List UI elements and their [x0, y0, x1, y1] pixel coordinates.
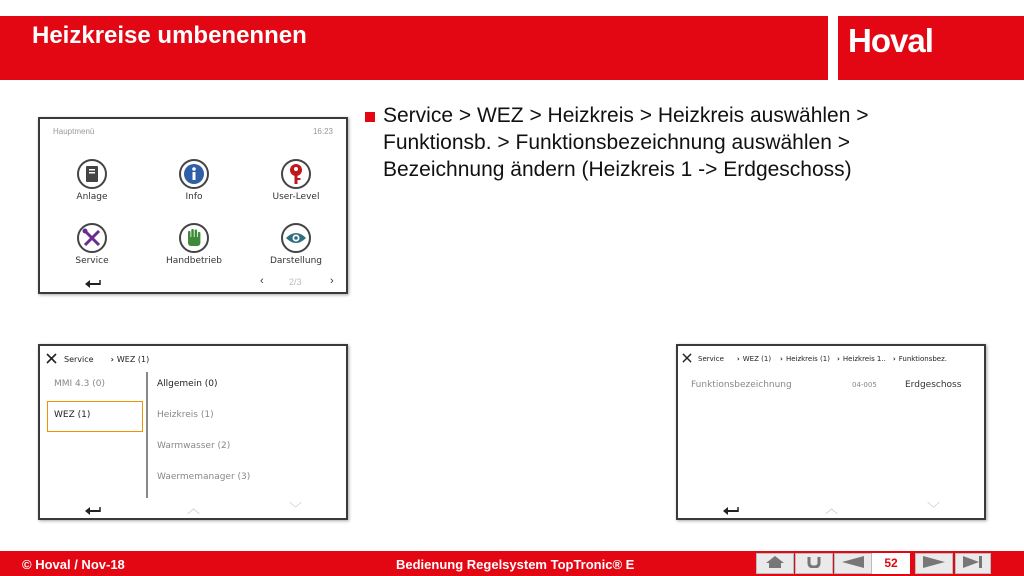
page-indicator: 2/3 — [289, 277, 302, 287]
tools-icon — [46, 353, 57, 366]
screen-time: 16:23 — [312, 127, 333, 136]
previous-slide-button[interactable] — [834, 553, 872, 574]
back-arrow-icon[interactable] — [85, 503, 101, 520]
tile-label: Service — [75, 256, 109, 266]
tile-label: Info — [185, 192, 203, 202]
breadcrumb-item[interactable]: Service — [698, 355, 724, 363]
eye-icon — [281, 223, 311, 253]
info-icon — [179, 159, 209, 189]
breadcrumb — [682, 353, 947, 365]
right-list-item[interactable]: Heizkreis (1) — [157, 410, 214, 420]
scroll-down-button[interactable]: ﹀ — [927, 501, 941, 516]
tools-icon — [77, 223, 107, 253]
left-list-item-selected[interactable]: WEZ (1) — [54, 410, 91, 420]
screen-title: Hauptmenü — [53, 127, 95, 136]
slide-title: Heizkreise umbenennen — [32, 22, 307, 49]
breadcrumb-item[interactable]: WEZ (1) — [116, 355, 150, 364]
service-wez-screen — [38, 344, 348, 520]
chevron-right-icon: › — [780, 355, 783, 363]
bullet-line: Bezeichnung ändern (Heizkreis 1 -> Erdgeschoss) — [383, 158, 852, 181]
tile-label: Darstellung — [269, 256, 323, 266]
breadcrumb — [46, 353, 149, 366]
tile-user-level[interactable] — [251, 159, 341, 202]
back-arrow-icon[interactable] — [723, 503, 739, 520]
bullet-line: Service > WEZ > Heizkreis > Heizkreis auswählen > — [383, 104, 869, 127]
setting-value[interactable]: Erdgeschoss — [905, 380, 962, 390]
right-list-item[interactable]: Allgemein (0) — [157, 379, 218, 389]
scroll-down-button[interactable]: ﹀ — [289, 501, 303, 516]
right-list-item[interactable]: Warmwasser (2) — [157, 441, 231, 451]
tile-anlage[interactable] — [47, 159, 137, 202]
footer-title: Bedienung Regelsystem TopTronic® E — [396, 557, 635, 572]
arrow-last-icon — [963, 555, 983, 573]
breadcrumb-item[interactable]: Funktionsbez. — [898, 355, 948, 363]
breadcrumb-item[interactable]: Heizkreis (1) — [785, 355, 830, 363]
column-divider — [146, 372, 148, 498]
left-list-item[interactable]: MMI 4.3 (0) — [54, 379, 105, 389]
page-prev-button[interactable]: ‹ — [260, 275, 264, 287]
key-icon — [281, 159, 311, 189]
breadcrumb-item[interactable]: Heizkreis 1.. — [842, 355, 886, 363]
tile-handbetrieb[interactable] — [149, 223, 239, 266]
footer-copyright: © Hoval / Nov-18 — [22, 557, 125, 572]
last-slide-button[interactable] — [955, 553, 991, 574]
right-list-item[interactable]: Waermemanager (3) — [157, 472, 251, 482]
bullet-square-icon — [365, 112, 375, 122]
return-button[interactable] — [795, 553, 833, 574]
home-icon — [766, 555, 784, 573]
hand-icon — [179, 223, 209, 253]
breadcrumb-item[interactable]: WEZ (1) — [742, 355, 772, 363]
page-number: 52 — [872, 553, 910, 574]
home-button[interactable] — [756, 553, 794, 574]
setting-label[interactable]: Funktionsbezeichnung — [691, 380, 792, 390]
chevron-right-icon: › — [110, 355, 114, 364]
return-icon — [807, 555, 821, 573]
book-icon — [77, 159, 107, 189]
bullet-line: Funktionsb. > Funktionsbezeichnung auswählen > — [383, 131, 850, 154]
next-slide-button[interactable] — [915, 553, 953, 574]
back-arrow-icon[interactable] — [85, 276, 101, 294]
hoval-logo: Hoval — [848, 22, 933, 59]
bullet-text — [383, 102, 983, 183]
chevron-right-icon: › — [836, 355, 840, 363]
scroll-up-button[interactable]: ︿ — [187, 501, 201, 516]
function-name-screen — [676, 344, 986, 520]
chevron-right-icon: › — [892, 355, 896, 363]
tile-label: User-Level — [272, 192, 320, 202]
tile-service[interactable] — [47, 223, 137, 266]
setting-code: 04-005 — [852, 381, 877, 389]
arrow-right-icon — [923, 555, 945, 573]
tile-label: Handbetrieb — [166, 256, 222, 266]
tools-icon — [682, 353, 692, 365]
tile-label: Anlage — [76, 192, 108, 202]
arrow-left-icon — [842, 555, 864, 573]
main-menu-screen — [38, 117, 348, 294]
breadcrumb-item[interactable]: Service — [64, 355, 94, 364]
page-next-button[interactable]: › — [330, 275, 334, 287]
tile-info[interactable] — [149, 159, 239, 202]
scroll-up-button[interactable]: ︿ — [825, 501, 839, 516]
tile-darstellung[interactable] — [251, 223, 341, 266]
chevron-right-icon: › — [736, 355, 740, 363]
